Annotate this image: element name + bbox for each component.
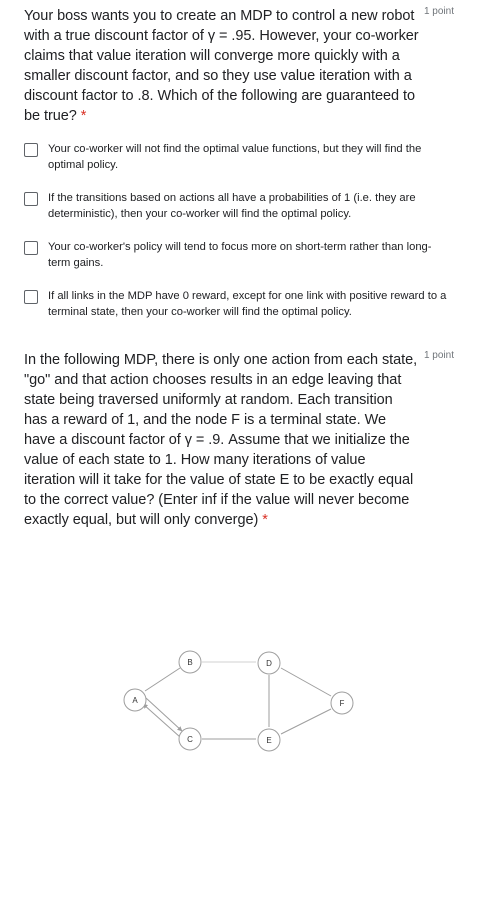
option-2[interactable] <box>24 191 454 222</box>
node-e <box>258 729 280 751</box>
option-4[interactable] <box>24 289 454 320</box>
node-d-label: D <box>266 659 272 668</box>
node-f <box>331 692 353 714</box>
option-2-checkbox[interactable] <box>24 192 38 206</box>
option-2-label: If the transitions based on actions all have a probabilities of 1 (i.e. they are deterministic), then your co-worker will find the optimal policy. <box>48 192 416 220</box>
option-4-checkbox[interactable] <box>24 290 38 304</box>
question-2-points: 1 point <box>423 350 454 361</box>
node-b-label: B <box>187 658 193 667</box>
option-1-label: Your co-worker will not find the optimal value functions, but they will find the optimal policy. <box>48 143 422 171</box>
question-1-points: 1 point <box>423 6 454 17</box>
question-2-text: In the following MDP, there is only one action from each state, "go" and that action chooses results in an edge leaving that state being traversed uniformly at random. Each transition has a reward of 1, and the node F is a terminal state. We have a discount factor of γ = .9. Assume that we initialize the value of each state to 1. How many iterations of value iteration will it take for the value of state E to be exactly equal to the correct value? (Enter inf if the value will never become exactly equal, but will only converge) <box>24 352 418 528</box>
required-asterisk: * <box>80 108 87 124</box>
option-1[interactable] <box>24 142 454 173</box>
question-2-title <box>24 350 419 530</box>
option-3-checkbox[interactable] <box>24 241 38 255</box>
edge-c-a-lower <box>143 704 180 737</box>
question-2 <box>24 350 454 530</box>
question-1 <box>24 6 454 338</box>
option-1-checkbox[interactable] <box>24 143 38 157</box>
node-a-label: A <box>132 696 138 705</box>
node-b <box>179 651 201 673</box>
edge-a-c-upper <box>146 698 182 731</box>
question-1-title <box>24 6 419 126</box>
node-e-label: E <box>266 736 272 745</box>
option-3[interactable] <box>24 240 454 271</box>
node-a <box>124 689 146 711</box>
mdp-graph-diagram <box>110 640 370 760</box>
edge-e-f <box>281 709 331 734</box>
node-c <box>179 728 201 750</box>
option-3-label: Your co-worker's policy will tend to focus more on short-term rather than long-term gains. <box>48 241 432 269</box>
question-1-options <box>24 142 454 320</box>
node-d <box>258 652 280 674</box>
node-f-label: F <box>339 699 345 708</box>
question-1-text: Your boss wants you to create an MDP to control a new robot with a true discount factor of γ = .95. However, your co-worker claims that value iteration will converge more quickly with a smaller discount factor, and so they use value iteration with a discount factor to .8. Which of the following are guaranteed to be true? <box>24 8 419 124</box>
node-c-label: C <box>187 735 193 744</box>
option-4-label: If all links in the MDP have 0 reward, except for one link with positive reward to a terminal state, then your co-worker will find the optimal policy. <box>48 290 447 318</box>
required-asterisk: * <box>262 512 268 528</box>
edge-d-f <box>281 668 331 696</box>
edge-a-b <box>145 668 180 691</box>
